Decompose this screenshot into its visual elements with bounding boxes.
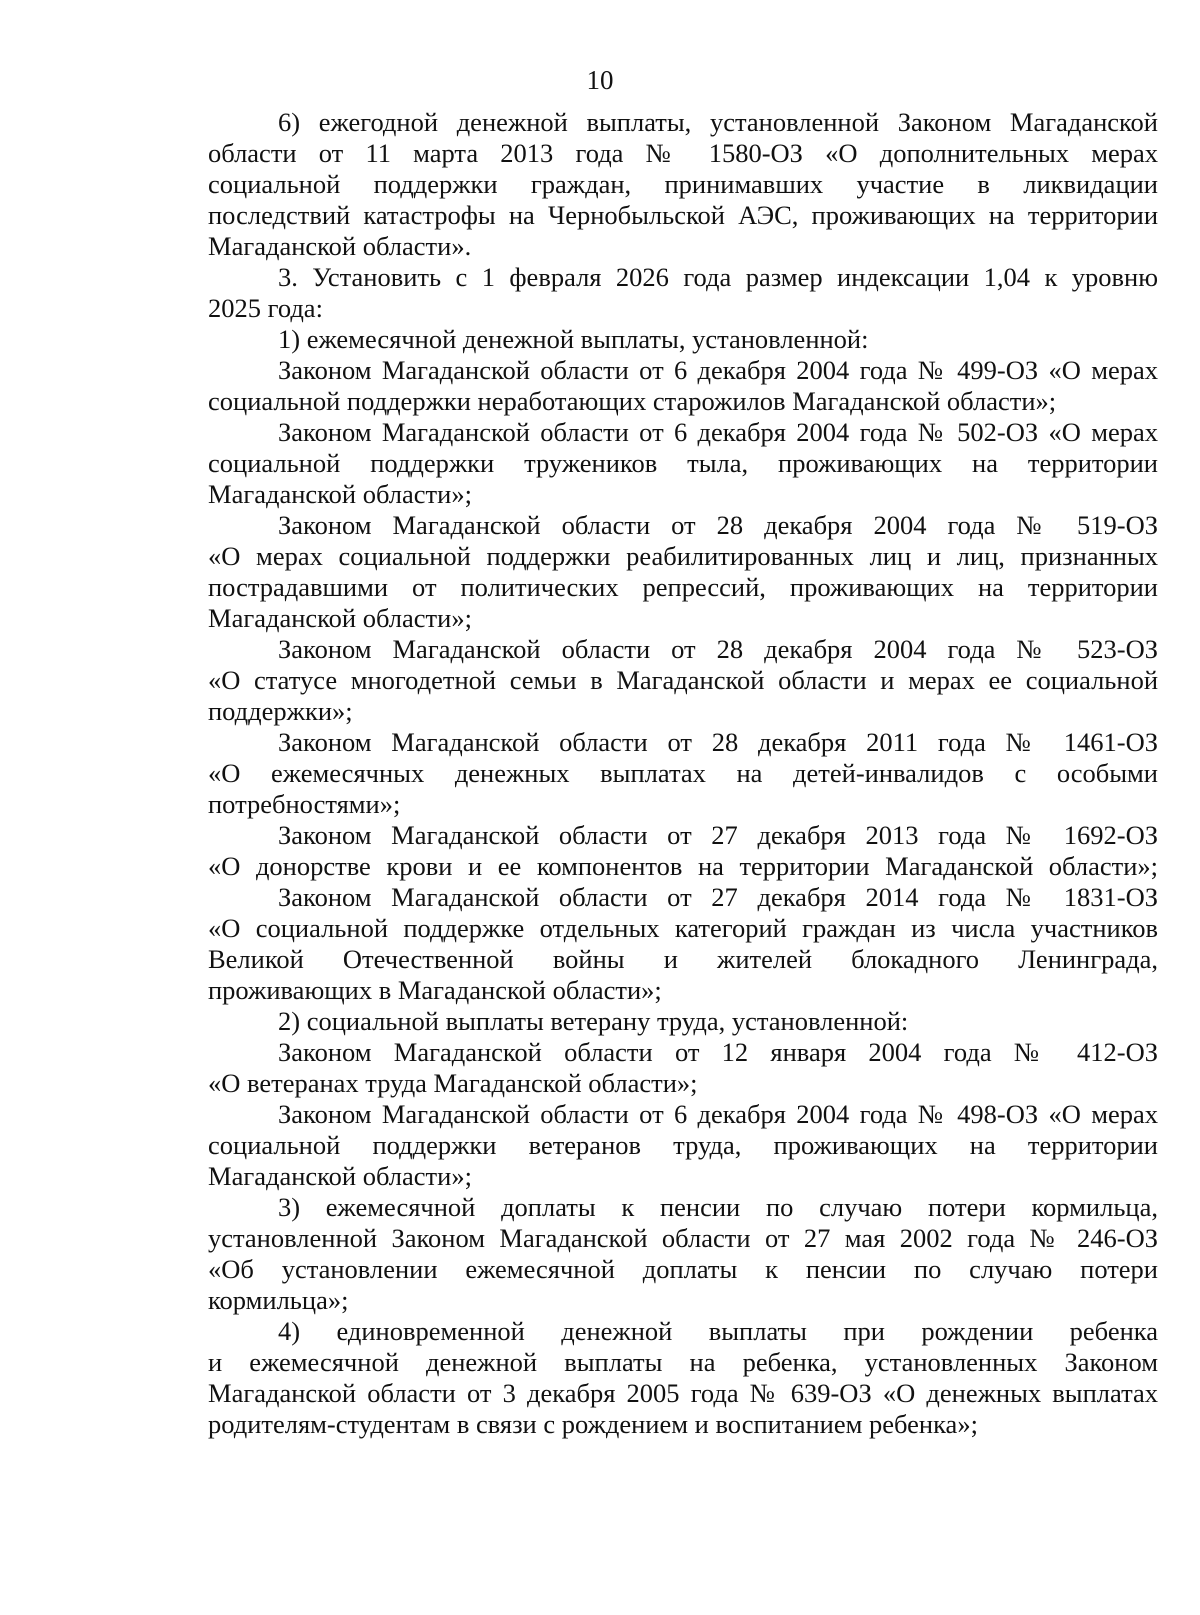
text-line: «О ветеранах труда Магаданской области»; — [208, 1068, 698, 1098]
text-line: Законом Магаданской области от 6 декабря 2004 года № 499-ОЗ «О мерах — [278, 355, 1158, 385]
text-line: последствий катастрофы на Чернобыльской АЭС, проживающих на территории — [208, 200, 1158, 230]
text-line: 3. Установить с 1 февраля 2026 года размер индексации 1,04 к уровню — [278, 262, 1158, 292]
text-line: Законом Магаданской области от 28 декабря 2011 года № 1461-ОЗ — [278, 727, 1158, 757]
text-line: 6) ежегодной денежной выплаты, установленной Законом Магаданской — [278, 107, 1158, 137]
text-line: кормильца»; — [208, 1285, 349, 1315]
text-line: области от 11 марта 2013 года № 1580-ОЗ «О дополнительных мерах — [208, 138, 1158, 168]
text-line: и ежемесячной денежной выплаты на ребенка, установленных Законом — [208, 1347, 1158, 1377]
document-body — [208, 107, 1158, 1440]
text-line: «О статусе многодетной семьи в Магаданской области и мерах ее социальной — [208, 665, 1158, 695]
text-line: Законом Магаданской области от 12 января 2004 года № 412-ОЗ — [278, 1037, 1158, 1067]
text-line: поддержки»; — [208, 696, 353, 726]
text-line: 3) ежемесячной доплаты к пенсии по случаю потери кормильца, — [278, 1192, 1158, 1222]
text-line: социальной поддержки неработающих старожилов Магаданской области»; — [208, 386, 1057, 416]
text-line: Законом Магаданской области от 27 декабря 2014 года № 1831-ОЗ — [278, 882, 1158, 912]
text-line: Магаданской области»; — [208, 1161, 472, 1191]
text-line: потребностями»; — [208, 789, 401, 819]
text-line: «О донорстве крови и ее компонентов на территории Магаданской области»; — [208, 851, 1158, 881]
text-line: Законом Магаданской области от 6 декабря 2004 года № 498-ОЗ «О мерах — [278, 1099, 1158, 1129]
text-line: родителям-студентам в связи с рождением и воспитанием ребенка»; — [208, 1409, 978, 1439]
text-line: проживающих в Магаданской области»; — [208, 975, 662, 1005]
text-line: Магаданской области»; — [208, 479, 472, 509]
text-line: «О ежемесячных денежных выплатах на детей-инвалидов с особыми — [208, 758, 1158, 788]
text-line: 1) ежемесячной денежной выплаты, установленной: — [278, 324, 869, 354]
text-line: 4) единовременной денежной выплаты при рождении ребенка — [278, 1316, 1158, 1346]
page-number: 10 — [586, 65, 614, 95]
text-line: социальной поддержки граждан, принимавших участие в ликвидации — [208, 169, 1158, 199]
text-line: Великой Отечественной войны и жителей блокадного Ленинграда, — [208, 944, 1158, 974]
text-line: 2) социальной выплаты ветерану труда, установленной: — [278, 1006, 909, 1036]
text-line: Магаданской области»; — [208, 603, 472, 633]
text-line: Законом Магаданской области от 28 декабря 2004 года № 519-ОЗ — [278, 510, 1158, 540]
text-line: Магаданской области от 3 декабря 2005 года № 639-ОЗ «О денежных выплатах — [208, 1378, 1158, 1408]
text-line: социальной поддержки тружеников тыла, проживающих на территории — [208, 448, 1158, 478]
text-line: Магаданской области». — [208, 231, 472, 261]
text-line: «Об установлении ежемесячной доплаты к пенсии по случаю потери — [208, 1254, 1158, 1284]
text-line: Законом Магаданской области от 27 декабря 2013 года № 1692-ОЗ — [278, 820, 1158, 850]
text-line: социальной поддержки ветеранов труда, проживающих на территории — [208, 1130, 1158, 1160]
text-line: «О социальной поддержке отдельных категорий граждан из числа участников — [208, 913, 1158, 943]
text-line: пострадавшими от политических репрессий, проживающих на территории — [208, 572, 1158, 602]
text-line: Законом Магаданской области от 28 декабря 2004 года № 523-ОЗ — [278, 634, 1158, 664]
text-line: «О мерах социальной поддержки реабилитированных лиц и лиц, признанных — [208, 541, 1158, 571]
text-line: 2025 года: — [208, 293, 323, 323]
text-line: установленной Законом Магаданской области от 27 мая 2002 года № 246-ОЗ — [208, 1223, 1158, 1253]
text-line: Законом Магаданской области от 6 декабря 2004 года № 502-ОЗ «О мерах — [278, 417, 1158, 447]
